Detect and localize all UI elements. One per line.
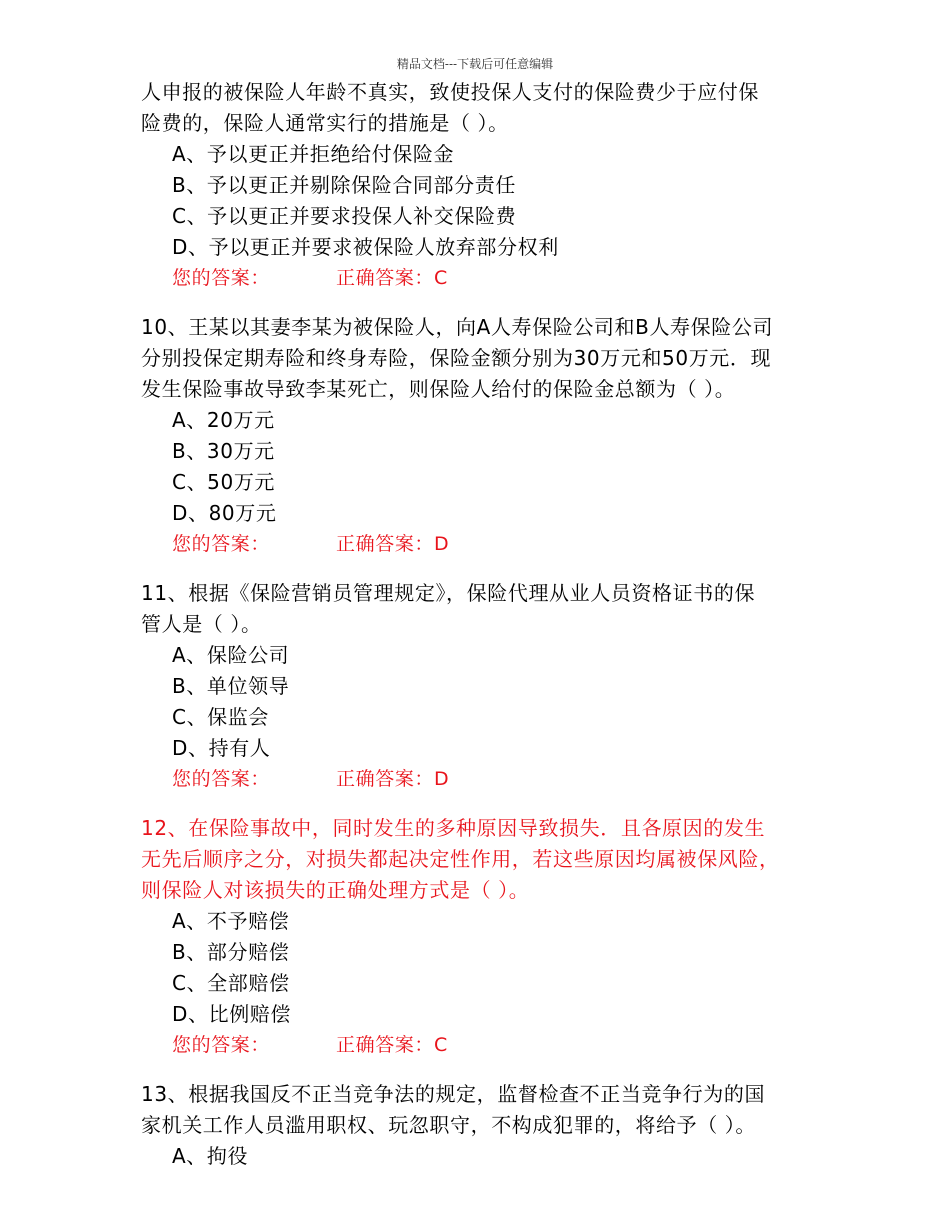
question-block — [141, 77, 821, 294]
answer-row — [141, 529, 821, 560]
question-block — [141, 1079, 821, 1172]
document-body — [141, 77, 821, 1172]
option-d: D、予以更正并要求被保险人放弃部分权利 — [172, 235, 559, 259]
question-text-line: 12、在保险事故中，同时发生的多种原因导致损失．且各原因的发生 — [141, 816, 766, 840]
question-text-line: 11、根据《保险营销员管理规定》，保险代理从业人员资格证书的保 — [141, 581, 756, 605]
option-d: D、比例赔偿 — [172, 1002, 292, 1026]
option-a: A、保险公司 — [172, 643, 290, 667]
option-a: A、予以更正并拒绝给付保险金 — [172, 142, 455, 166]
question-text-line: 险费的，保险人通常实行的措施是（ ）。 — [141, 111, 509, 135]
option-c: C、保监会 — [172, 705, 269, 729]
question-block-highlighted — [141, 813, 821, 1061]
question-text-line: 10、王某以其妻李某为被保险人，向A人寿保险公司和B人寿保险公司 — [141, 315, 774, 339]
option-a: A、20万元 — [172, 408, 275, 432]
answer-row — [141, 1030, 821, 1061]
answer-row — [141, 263, 821, 294]
option-b: B、部分赔偿 — [172, 940, 290, 964]
correct-answer: 正确答案：C — [336, 1034, 448, 1056]
question-text-line: 分别投保定期寿险和终身寿险，保险金额分别为30万元和50万元．现 — [141, 346, 772, 370]
question-text-line: 则保险人对该损失的正确处理方式是（ ）。 — [141, 878, 530, 902]
option-d: D、80万元 — [172, 501, 277, 525]
question-text-line: 家机关工作人员滥用职权、玩忽职守，不构成犯罪的，将给予（ ）。 — [141, 1113, 756, 1137]
question-block — [141, 578, 821, 795]
option-c: C、50万元 — [172, 470, 276, 494]
question-text-line: 无先后顺序之分，对损失都起决定性作用，若这些原因均属被保风险， — [141, 847, 780, 871]
your-answer-label: 您的答案： — [172, 1034, 271, 1056]
question-text-line: 人申报的被保险人年龄不真实，致使投保人支付的保险费少于应付保 — [141, 80, 759, 104]
question-text-line: 管人是（ ）。 — [141, 612, 262, 636]
option-b: B、30万元 — [172, 439, 275, 463]
question-text-line: 13、根据我国反不正当竞争法的规定，监督检查不正当竞争行为的国 — [141, 1082, 766, 1106]
question-block — [141, 312, 821, 560]
correct-answer: 正确答案：C — [336, 267, 448, 289]
option-b: B、单位领导 — [172, 674, 290, 698]
correct-answer: 正确答案：D — [336, 533, 450, 555]
correct-answer: 正确答案：D — [336, 768, 450, 790]
page-header: 精品文档---下载后可任意编辑 — [396, 57, 554, 71]
option-d: D、持有人 — [172, 736, 271, 760]
option-a: A、不予赔偿 — [172, 909, 290, 933]
option-c: C、全部赔偿 — [172, 971, 290, 995]
option-a: A、拘役 — [172, 1144, 249, 1168]
question-text-line: 发生保险事故导致李某死亡，则保险人给付的保险金总额为（ ）。 — [141, 377, 736, 401]
your-answer-label: 您的答案： — [172, 267, 271, 289]
answer-row — [141, 764, 821, 795]
option-b: B、予以更正并剔除保险合同部分责任 — [172, 173, 516, 197]
your-answer-label: 您的答案： — [172, 533, 271, 555]
option-c: C、予以更正并要求投保人补交保险费 — [172, 204, 517, 228]
your-answer-label: 您的答案： — [172, 768, 271, 790]
